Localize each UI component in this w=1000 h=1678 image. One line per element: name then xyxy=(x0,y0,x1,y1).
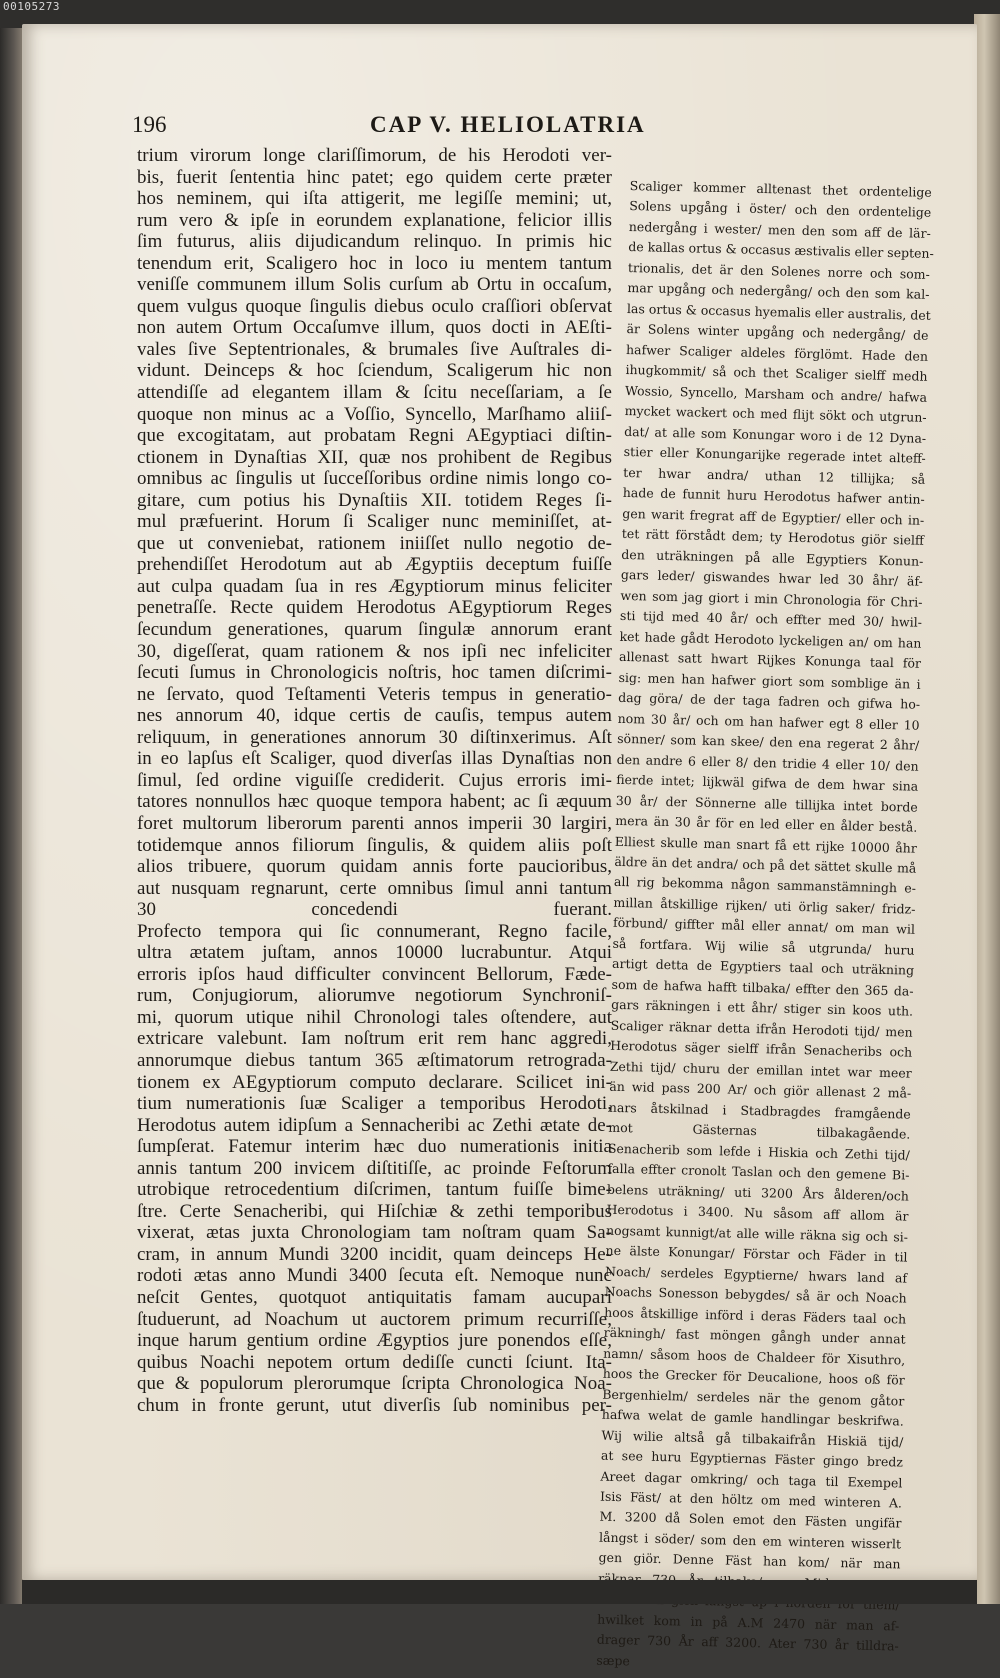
text-line: Noach/ serdeles Egyptierne/ hwars land af xyxy=(604,1263,908,1286)
text-line: nes annorum 40, idque certis de cauſis, tempus autem xyxy=(137,705,612,727)
text-line: gen giör. Denne Fäst han kom/ när man xyxy=(598,1550,901,1572)
text-line: gen warit fregrat aff de Egyptier/ eller och in- xyxy=(622,505,925,528)
text-line: Areet dagar omkring/ och taga til Exempel xyxy=(600,1468,903,1491)
text-line: quibus Noachi nepotem ortum dediſſe cuncti ſciunt. Ita- xyxy=(137,1351,612,1373)
text-line: non autem Ortum Occaſumve illum, quos docti in AEſti- xyxy=(137,317,612,339)
text-line: extricare valebunt. Iam noſtrum erit rem hanc aggredi, xyxy=(137,1028,612,1050)
text-line: ter hwar andra/ uthan 12 tillijka; så xyxy=(623,464,926,487)
text-line: mycket wackert och med flijt sökt och utgrun- xyxy=(624,403,927,426)
text-line: sig: men han hafwer giort som somblige än i xyxy=(618,669,921,692)
text-line: nom 30 år/ och om han hafwer egt 8 eller 10 xyxy=(617,710,920,733)
text-line: alios tribuere, quorum quidam annis forte paucioribus, xyxy=(137,856,612,878)
text-line: ihugkommit/ så och thet Scaliger sielff medh xyxy=(625,362,928,385)
text-line: vidunt. Deinceps & hoc ſciendum, Scaligerum hic non xyxy=(137,360,612,382)
text-line: ſumpſerat. Fatemur interim hæc duo numerationis initia xyxy=(137,1136,612,1158)
text-line: chum in fronte gerunt, utut diverſis ſub nominibus per- xyxy=(137,1394,612,1416)
text-line: nedergång i wester/ men den som aff de lär- xyxy=(628,218,931,241)
text-line: Elliest skulle man snart få ett rijke 10000 åhr xyxy=(614,833,918,856)
text-line: annorumque diebus tantum 365 æſtimatorum retrograda- xyxy=(137,1049,612,1071)
text-line: nogsamt kunnigt/at alle wille räkna sig och si- xyxy=(605,1222,909,1245)
text-line: tium numerationis ſuæ Scaliger a temporibus Herodoti, xyxy=(137,1093,612,1115)
text-line: rodoti ætas anno Mundi 3400 ſecuta eſt. Nemoque nunc xyxy=(137,1265,612,1287)
text-line: de kallas ortus & occasus æstivalis eller septen- xyxy=(628,239,934,262)
text-line: ſtre. Certe Senacheribi, qui Hiſchiæ & zethi temporibus xyxy=(137,1200,612,1222)
text-line: Isis Fäst/ at den höltz om med winteren A. xyxy=(599,1488,903,1511)
text-line: sönner/ som kan skee/ den ena regerat 2 åhr/ xyxy=(617,730,920,753)
text-line: den uträkningen på alle Egyptiers Konun- xyxy=(621,546,924,569)
text-line: 30 år/ der Sönnerne alle tillijka intet borde xyxy=(615,792,918,815)
text-line: hade de funnit huru Herodotus hafwer antin- xyxy=(622,485,925,508)
text-line: Scaliger kommer alltenast thet ordentelige xyxy=(629,177,932,200)
text-line: Senacherib som lefde i Hiskia och Zethi tijd/ xyxy=(607,1140,911,1163)
text-line: que ut conveniebat, rationem iniiſſet nullo negotio de- xyxy=(137,532,612,554)
text-line: ſecundum generationes, quarum ſingulæ annorum erant xyxy=(137,619,612,641)
text-line: que & populorum plerorumque ſcripta Chronologica Noa- xyxy=(137,1373,612,1395)
text-line: Solens upgång i öster/ och den ordentelige xyxy=(629,198,932,221)
text-line: hafwer Scaliger aldeles förglömt. Hade den xyxy=(625,341,929,364)
text-line: Zethi tijd/ churu der emillan intet war meer xyxy=(609,1058,912,1081)
text-line: mul præfuerint. Horum ſi Scaliger nunc meminiſſet, at- xyxy=(137,511,612,533)
text-line: hoos the Grecker för Deucalione, hoos oß för xyxy=(602,1365,905,1388)
text-line: ſecuti ſumus in Chronologicis noſtris, hoc tamen diſcrimi- xyxy=(137,662,612,684)
text-line: Herodotus säger sielff ifrån Senacheribs och xyxy=(610,1038,913,1060)
text-line: mera än 30 år för en led eller en ålder bestå. xyxy=(615,812,918,835)
text-line: är Solens winter upgång och nedergång/ de xyxy=(626,321,929,344)
text-line: räkningh/ fast möngen gångh under annat xyxy=(603,1324,906,1347)
text-line: Wij wilie altså gå tilbakaifrån Hiskiä tijd/ xyxy=(601,1427,904,1450)
text-line: falla effter cronolt Taslan och den gemene Bi- xyxy=(607,1160,910,1183)
text-line: reliquum, in generationes annorum 30 diſtinxerimus. Aſt xyxy=(137,726,612,748)
text-line: artigt detta de Egyptiers taal och uträkning xyxy=(611,956,915,979)
text-line: bis, fuerit ſententia hinc patet; ego quidem certe præter xyxy=(137,166,612,188)
catalog-id: 00105273 xyxy=(3,0,60,13)
text-line: hwilket kom in på A.M 2470 när man af- xyxy=(597,1611,900,1634)
page-fore-edge xyxy=(974,14,1000,1604)
text-line: den andre 6 eller 8/ den tridie 4 eller 10/ den xyxy=(616,751,919,774)
text-line: quem vulgus quoque ſingulis diebus oculo craſſiori obſervat xyxy=(137,295,612,317)
text-line: som de hafwa hafft tilbaka/ effter den 365 da- xyxy=(611,976,914,999)
text-line: ne ſervato, quod Teſtamenti Veteris tempus in generatio- xyxy=(137,683,612,705)
text-line: erroris ipſos haud difficulter convincent Bellorum, Fæde- xyxy=(137,963,612,985)
text-line: hos neminem, qui iſta attigerit, me legiſſe memini; ut, xyxy=(137,188,612,210)
text-line: hoos åtskillige införd i deras Fäders taal och xyxy=(604,1304,907,1327)
text-line: ket hade gådt Herodoto lyckeligen an/ om han xyxy=(619,628,922,651)
text-line: nars åtskilnad i Stadbragdes framgående xyxy=(608,1099,911,1122)
text-line: ſimul, ſed ordine viguiſſe crediderit. Cujus erroris imi- xyxy=(137,769,612,791)
text-line: rum, Conjugiorum, aliorumve negotiorum Synchroniſ- xyxy=(137,985,612,1007)
scan-bottom-edge xyxy=(22,1580,977,1604)
text-line: que excogitatam, aut probatam Regni AEgyptiaci diſtin- xyxy=(137,425,612,447)
text-line: tet rätt förstådt dem; ty Herodotus giör sielff xyxy=(621,526,924,548)
text-line: långst i söder/ som den em winteren wisserlt xyxy=(598,1529,902,1552)
text-line: quoque non minus ac a Voſſio, Syncello, Marſhamo aliiſ- xyxy=(137,403,612,425)
text-line: tenendum erit, Scaligero hoc in loco iu mentem tantum xyxy=(137,252,612,274)
text-line: gars leder/ giswandes hwar led 30 åhr/ äf- xyxy=(620,567,924,589)
text-line: las ortus & occasus hyemalis eller australis, det xyxy=(626,300,931,323)
text-line: ſtuduerunt, ad Noachum ut auctorem primum recurriſſe, xyxy=(137,1308,612,1330)
text-line: totidemque annos filiorum ſingulis, & quidem aliis poſt xyxy=(137,834,612,856)
text-line: Wossio, Syncello, Marsham och andre/ hafwa xyxy=(624,382,928,405)
text-line: dat/ at alle som Konungar woro i de 12 Dyna- xyxy=(624,423,927,446)
page-number: 196 xyxy=(132,112,167,137)
text-line: rum vero & ipſe in eorundem explanatione, felicior illis xyxy=(137,209,612,231)
text-line: 30, digeſſerat, quam rationem & nos ipſi nec infeliciter xyxy=(137,640,612,662)
text-line: Herodotus autem idipſum a Sennacheribi ac Zethi ætate de- xyxy=(137,1114,612,1136)
text-line: Herodotus i 3400. Nu såsom aff allom är xyxy=(606,1201,909,1224)
text-line: sti tijd med 40 år/ och effter med 30/ hwil- xyxy=(619,608,923,630)
text-line: Bergenhielm/ serdeles när the genom gåtor xyxy=(602,1386,905,1409)
text-line: in eo lapſus eſt Scaliger, quod diverſas illas Dynaſtias non xyxy=(137,748,612,770)
text-line: Scaliger räknar detta ifrån Herodoti tijd/ men xyxy=(610,1017,913,1040)
text-line: vixerat, ætas juxta Chronologiam tam noſtram quam Sa- xyxy=(137,1222,612,1244)
text-line: dag göra/ de der taga fadren och gifwa ho- xyxy=(617,689,921,712)
text-line: äldre än det andra/ och på det sättet skulle må xyxy=(614,853,917,876)
swedish-text-column xyxy=(596,176,932,1678)
book-binding xyxy=(0,28,24,1604)
text-line: millan åtskillige rijken/ uti örlig saker/ fridz- xyxy=(613,894,916,917)
text-line: sæpe xyxy=(596,1652,631,1669)
text-line: aut culpa quadam ſua in res Ægyptiorum minus feliciter xyxy=(137,575,612,597)
text-line: drager 730 År aff 3200. Ater 730 år tilldra- xyxy=(596,1632,899,1654)
text-line: ctionem in Dynaſtias XII, quæ nos prohibent de Regibus xyxy=(137,446,612,468)
text-line: allenast satt hwart Rijkes Konunga taal för xyxy=(618,649,922,671)
text-line: så fortfara. Wij wilie så utgrunda/ huru xyxy=(612,935,915,958)
text-line: ſim futurus, aliis dijudicandum relinquo. In primis hic xyxy=(137,231,612,253)
text-line: neſcit Gentes, quotquot antiquitatis famam aucupari xyxy=(137,1286,612,1308)
running-head: CAP V. HELIOLATRIA xyxy=(370,112,646,137)
text-line: fierde intet; lijkwäl gifwa de dem hwar sina xyxy=(616,771,919,794)
text-line: M. 3200 då Solen emot den Fästen ungifär xyxy=(599,1509,902,1531)
text-line: ne älste Konungar/ Förstar och Fäder in til xyxy=(605,1242,908,1265)
text-line: belens uträkning/ uti 3200 Års ålderen/och xyxy=(606,1181,910,1204)
text-line: omnibus ac ſingulis ut ſucceſſoribus ordine nimis longo co- xyxy=(137,468,612,490)
text-line: trium virorum longe clariſſimorum, de his Herodoti ver- xyxy=(137,145,612,166)
latin-text-column xyxy=(137,145,612,1416)
text-line: stier eller Konungarijke regerade intet alteff- xyxy=(623,444,926,467)
text-line: mar upgång och nedergång/ och den som kal- xyxy=(627,280,930,303)
text-line: mi, quorum utique nihil Chronologi tales oſtendere, aut xyxy=(137,1006,612,1028)
text-line: gars räkningen i ett åhr/ stiger sin koos uth. xyxy=(611,997,914,1020)
text-line: gitare, cum potius his Dynaſtiis XII. totidem Reges ſi- xyxy=(137,489,612,511)
text-line: hafwa welat de gamle handlingar beskrifwa. xyxy=(601,1406,904,1429)
text-line: all rig bekomma någon sammanstämningh e- xyxy=(613,874,917,897)
text-line: attendiſſe ad elegantem illam & ſcitu neceſſariam, a ſe xyxy=(137,382,612,404)
text-line: namn/ såsom hoos de Chaldeer för Xisuthro, xyxy=(603,1345,906,1368)
text-line: Noachs Sonesson bebygdes/ så är och Noach xyxy=(604,1283,907,1306)
text-line: veniſſe communem illum Solis curſum ab Ortu in occaſum, xyxy=(137,274,612,296)
text-line: tatores nonnullos hæc quoque tempora habent; ac ſi æquum xyxy=(137,791,612,813)
text-line: wen som jag giort i min Chronologia för Chri- xyxy=(620,587,923,610)
text-line: annis tantum 200 invicem diſtitiſſe, ac proinde Feſtorum xyxy=(137,1157,612,1179)
text-line: aut nusquam regnarunt, certe omnibus ſimul anni tantum xyxy=(137,877,612,899)
text-line: utrobique retrocedentium diſcrimen, tantum fuiſſe bime- xyxy=(137,1179,612,1201)
text-line: än wid pass 200 Ar/ och giör allenast 2 må- xyxy=(609,1079,912,1101)
text-line: Profecto tempora qui ſic connumerant, Regno facile, xyxy=(137,920,612,942)
text-line: cram, in annum Mundi 3200 incidit, quam deinceps He- xyxy=(137,1243,612,1265)
text-line: at see huru Egyptiernas Fäster gingo bredz xyxy=(600,1447,904,1470)
text-line: inque harum gentium ordine Ægyptios jure ponendos eſſe, xyxy=(137,1330,612,1352)
text-line: vales ſive Septentrionales, & brumales ſive Auſtrales di- xyxy=(137,338,612,360)
text-line: tionem ex AEgyptiorum computo declarare. Scilicet ini- xyxy=(137,1071,612,1093)
text-line: förbund/ giffter mål eller annat/ om man wil xyxy=(612,915,916,938)
text-line: ultra ætatem juſtam, annos 10000 lucrabuntur. Atqui xyxy=(137,942,612,964)
text-line: mot Gästernas tilbakagående. xyxy=(608,1120,911,1142)
text-line: penetraſſe. Recte quidem Herodotus AEgyptiorum Reges xyxy=(137,597,612,619)
text-line: trionalis, det är den Solenes norre och som- xyxy=(627,259,931,282)
text-line: 30 concedendi fuerant. xyxy=(137,899,612,921)
text-line: prehendiſſet Herodotum aut ab Ægyptiis deceptum fuiſſe xyxy=(137,554,612,576)
text-line: foret multorum liberorum parenti annos imperii 30 largiri, xyxy=(137,812,612,834)
